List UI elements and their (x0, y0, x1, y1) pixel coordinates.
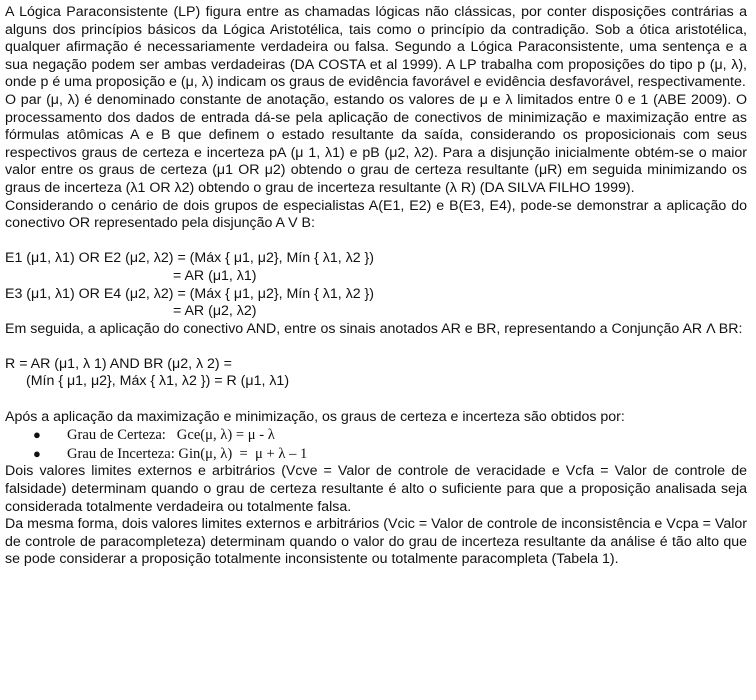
equation-or-1: E1 (μ1, λ1) OR E2 (μ2, λ2) = (Máx { μ1, μ2}, Mín { λ1, λ2 }) (5, 250, 374, 267)
equation-or-2: E3 (μ1, λ1) OR E4 (μ2, λ2) = (Máx { μ1, μ2}, Mín { λ1, λ2 }) (5, 285, 374, 302)
equation-or-2-result: = AR (μ2, λ2) (173, 303, 257, 320)
document-body (5, 4, 747, 569)
bullet-certainty: Grau de Certeza: Gce(μ, λ) = μ - λ (67, 427, 275, 444)
equation-and: R = AR (μ1, λ 1) AND BR (μ2, λ 2) = (5, 355, 232, 372)
list-item (5, 445, 747, 464)
paragraph-degrees: Após a aplicação da maximização e minimização, os graus de certeza e incerteza são obtidos por: (5, 408, 625, 425)
paragraph-inconsistency: Da mesma forma, dois valores limites externos e arbitrários (Vcic = Valor de controle de inconsistência e Vcpa = Valor de controle de paracompleteza) determinam quando o valor do grau de incerteza resultante da análise é tão alto que se pode considerar a proposição totalmente inconsistente ou totalmente paracompleta (Tabela 1). (5, 516, 747, 568)
bullet-icon: ● (33, 445, 41, 461)
bullet-icon: ● (33, 427, 41, 443)
paragraph-and: Em seguida, a aplicação do conectivo AND, entre os sinais anotados AR e BR, representando a Conjunção AR Λ BR: (5, 320, 743, 337)
bullet-uncertainty: Grau de Incerteza: Gin(μ, λ) = μ + λ – 1 (67, 445, 308, 462)
paragraph-control-values: Dois valores limites externos e arbitrários (Vcve = Valor de controle de veracidade e Vcfa = Valor de controle de falsidade) determinam quando o grau de certeza resultante é alto o suficiente para que a proposição analisada seja considerada totalmente verdadeira ou totalmente falsa. (5, 463, 747, 515)
equation-or-1-result: = AR (μ1, λ1) (173, 267, 257, 284)
paragraph-intro: A Lógica Paraconsistente (LP) figura entre as chamadas lógicas não clássicas, por conter disposições contrárias a alguns dos princípios básicos da Lógica Aristotélica, tais como o princípio da contradição. Sob a ótica aristotélica, qualquer afirmação é necessariamente verdadeira ou falsa. Segundo a Lógica Paraconsistente, uma sentença e a sua negação podem ser ambas verdadeiras (DA COSTA et al 1999). A LP trabalha com proposições do tipo p (μ, λ), onde p é uma proposição e (μ, λ) indicam os graus de evidência favorável e evidência desfavorável, respectivamente. (5, 4, 747, 91)
paragraph-scenario: Considerando o cenário de dois grupos de especialistas A(E1, E2) e B(E3, E4), pode-se demonstrar a aplicação do conectivo OR representado pela disjunção A V B: (5, 197, 747, 232)
list-item (5, 426, 747, 445)
equation-and-result: (Mín { μ1, μ2}, Máx { λ1, λ2 }) = R (μ1, λ1) (26, 373, 290, 390)
paragraph-annotation: O par (μ, λ) é denominado constante de anotação, estando os valores de μ e λ limitados entre 0 e 1 (ABE 2009). O processamento dos dados de entrada dá-se pela aplicação de conectivos de minimização e maximização entre as fórmulas atômicas A e B que definem o estado resultante da saída, considerando os proposicionais com seus respectivos graus de certeza e incerteza pA (μ 1, λ1) e pB (μ2, λ2). Para a disjunção inicialmente obtém-se o maior valor entre os graus de certeza (μ1 OR μ2) obtendo o grau de certeza resultante (μR) em seguida minimizando os graus de incerteza (λ1 OR λ2) obtendo o grau de incerteza resultante (λ R) (DA SILVA FILHO 1999). (5, 91, 747, 196)
